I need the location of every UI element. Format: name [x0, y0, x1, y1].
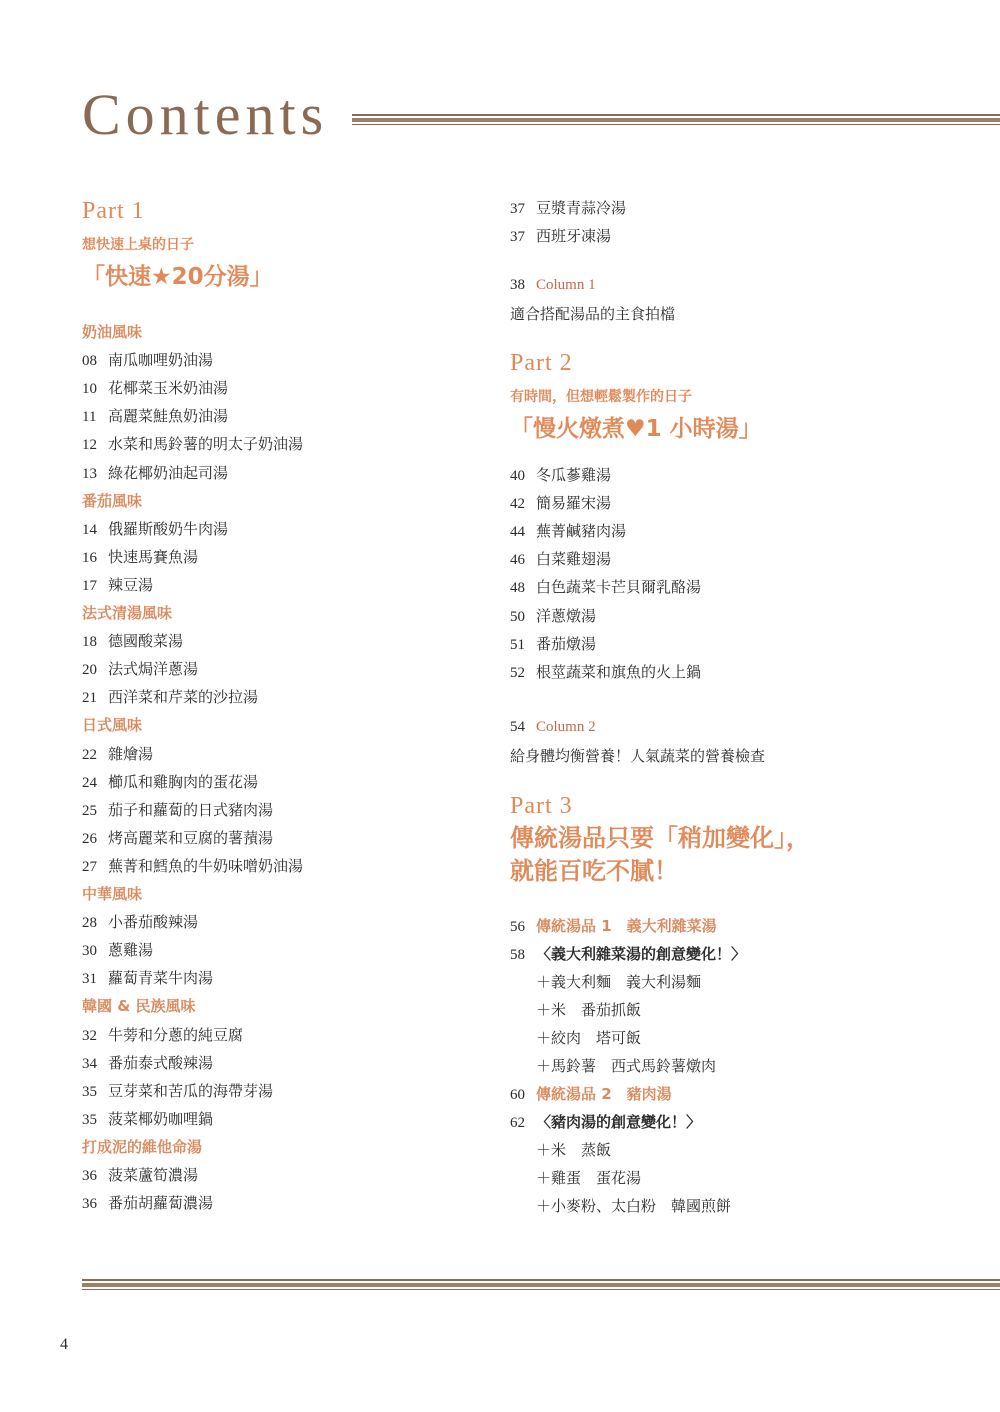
category-heading: 法式清湯風味 [82, 604, 173, 622]
variation-item[interactable]: ＋馬鈴薯 西式馬鈴薯燉肉 [536, 1057, 717, 1075]
toc-entry[interactable]: 21 西洋菜和芹菜的沙拉湯 [82, 688, 259, 707]
toc-entry[interactable]: 17 辣豆湯 [82, 575, 154, 594]
toc-entry[interactable]: 34 番茄泰式酸辣湯 [82, 1053, 214, 1072]
toc-entry[interactable]: 08 南瓜咖哩奶油湯 [82, 351, 214, 370]
toc-entry-featured[interactable]: 60 傳統湯品 2 豬肉湯 [510, 1085, 672, 1103]
column1-text: 適合搭配湯品的主食拍檔 [510, 305, 676, 323]
part3-title-line2: 就能百吃不膩！ [510, 857, 678, 885]
toc-entry[interactable]: 14 俄羅斯酸奶牛肉湯 [82, 519, 229, 538]
toc-entry[interactable]: 25 茄子和蘿蔔的日式豬肉湯 [82, 800, 274, 819]
part1-label: Part 1 [82, 198, 145, 224]
toc-entry[interactable]: 37 西班牙凍湯 [510, 227, 612, 245]
toc-entry[interactable]: 51 番茄燉湯 [510, 634, 597, 653]
toc-entry[interactable]: 13 綠花椰奶油起司湯 [82, 463, 229, 482]
toc-entry[interactable]: 35 菠菜椰奶咖哩鍋 [82, 1109, 214, 1128]
toc-entry[interactable]: 30 蔥雞湯 [82, 941, 154, 960]
part2-label: Part 2 [510, 350, 573, 376]
variation-item[interactable]: ＋絞肉 塔可飯 [536, 1029, 642, 1047]
variation-item[interactable]: ＋義大利麵 義大利湯麵 [536, 973, 702, 991]
variation-item[interactable]: ＋小麥粉、太白粉 韓國煎餅 [536, 1197, 732, 1215]
toc-entry[interactable]: 44 蕪菁鹹豬肉湯 [510, 522, 627, 541]
toc-entry[interactable]: 36 菠菜蘆筍濃湯 [82, 1166, 199, 1184]
toc-entry[interactable]: 27 蕪菁和鱈魚的牛奶味噌奶油湯 [82, 856, 304, 875]
toc-entry[interactable]: 36 番茄胡蘿蔔濃湯 [82, 1194, 214, 1213]
toc-entry[interactable]: 48 白色蔬菜卡芒貝爾乳酪湯 [510, 578, 702, 597]
footer-divider [82, 1278, 1000, 1292]
toc-entry-featured[interactable]: 56 傳統湯品 1 義大利雜菜湯 [510, 917, 717, 935]
category-heading: 中華風味 [82, 885, 143, 903]
variation-item[interactable]: ＋雞蛋 蛋花湯 [536, 1169, 642, 1187]
category-heading: 韓國 & 民族風味 [82, 997, 196, 1016]
toc-entry[interactable]: 31 蘿蔔青菜牛肉湯 [82, 969, 214, 988]
part2-title: 「慢火燉煮♥1 小時湯」 [510, 416, 762, 442]
toc-entry[interactable]: 42 簡易羅宋湯 [510, 494, 612, 513]
toc-entry[interactable]: 20 法式焗洋蔥湯 [82, 660, 199, 679]
toc-entry[interactable]: 52 根莖蔬菜和旗魚的火上鍋 [510, 662, 702, 681]
title-divider [352, 112, 1000, 126]
toc-entry[interactable]: 10 花椰菜玉米奶油湯 [82, 379, 229, 398]
variation-item[interactable]: ＋米 番茄抓飯 [536, 1001, 642, 1019]
column2-heading[interactable]: 54 Column 2 [510, 719, 596, 735]
toc-entry[interactable]: 26 烤高麗菜和豆腐的薯蕷湯 [82, 828, 274, 847]
category-heading: 日式風味 [82, 716, 143, 735]
category-heading: 番茄風味 [82, 491, 143, 510]
part1-title: 「快速★20分湯」 [82, 264, 273, 290]
toc-entry[interactable]: 40 冬瓜蔘雞湯 [510, 466, 612, 484]
toc-entry[interactable]: 12 水菜和馬鈴薯的明太子奶油湯 [82, 435, 304, 454]
toc-entry[interactable]: 18 德國酸菜湯 [82, 632, 184, 651]
part3-label: Part 3 [510, 793, 573, 819]
toc-entry[interactable]: 37 豆漿青蒜冷湯 [510, 199, 627, 217]
toc-entry-variation[interactable]: 62 〈豬肉湯的創意變化！〉 [510, 1113, 702, 1131]
column2-text: 給身體均衡營養！人氣蔬菜的營養檢查 [510, 747, 766, 765]
toc-entry[interactable]: 32 牛蒡和分蔥的純豆腐 [82, 1025, 244, 1044]
toc-entry[interactable]: 35 豆芽菜和苦瓜的海帶芽湯 [82, 1081, 274, 1100]
part3-title-line1: 傳統湯品只要「稍加變化」， [510, 824, 810, 852]
column1-heading[interactable]: 38 Column 1 [510, 277, 596, 293]
page-title: Contents [82, 82, 329, 147]
part2-subtitle: 有時間，但想輕鬆製作的日子 [510, 389, 692, 405]
toc-entry[interactable]: 28 小番茄酸辣湯 [82, 913, 199, 932]
variation-item[interactable]: ＋米 蒸飯 [536, 1141, 612, 1159]
toc-entry-variation[interactable]: 58 〈義大利雜菜湯的創意變化！〉 [510, 945, 747, 963]
toc-entry[interactable]: 24 櫛瓜和雞胸肉的蛋花湯 [82, 772, 259, 791]
toc-entry[interactable]: 22 雜燴湯 [82, 744, 154, 763]
toc-entry[interactable]: 50 洋蔥燉湯 [510, 606, 597, 625]
page-number: 4 [60, 1336, 68, 1353]
category-heading: 打成泥的維他命湯 [82, 1137, 203, 1156]
part1-subtitle: 想快速上桌的日子 [82, 237, 194, 253]
toc-entry[interactable]: 46 白菜雞翅湯 [510, 550, 612, 569]
toc-entry[interactable]: 11 高麗菜鮭魚奶油湯 [82, 407, 229, 426]
category-heading: 奶油風味 [82, 323, 143, 341]
toc-entry[interactable]: 16 快速馬賽魚湯 [82, 547, 199, 566]
